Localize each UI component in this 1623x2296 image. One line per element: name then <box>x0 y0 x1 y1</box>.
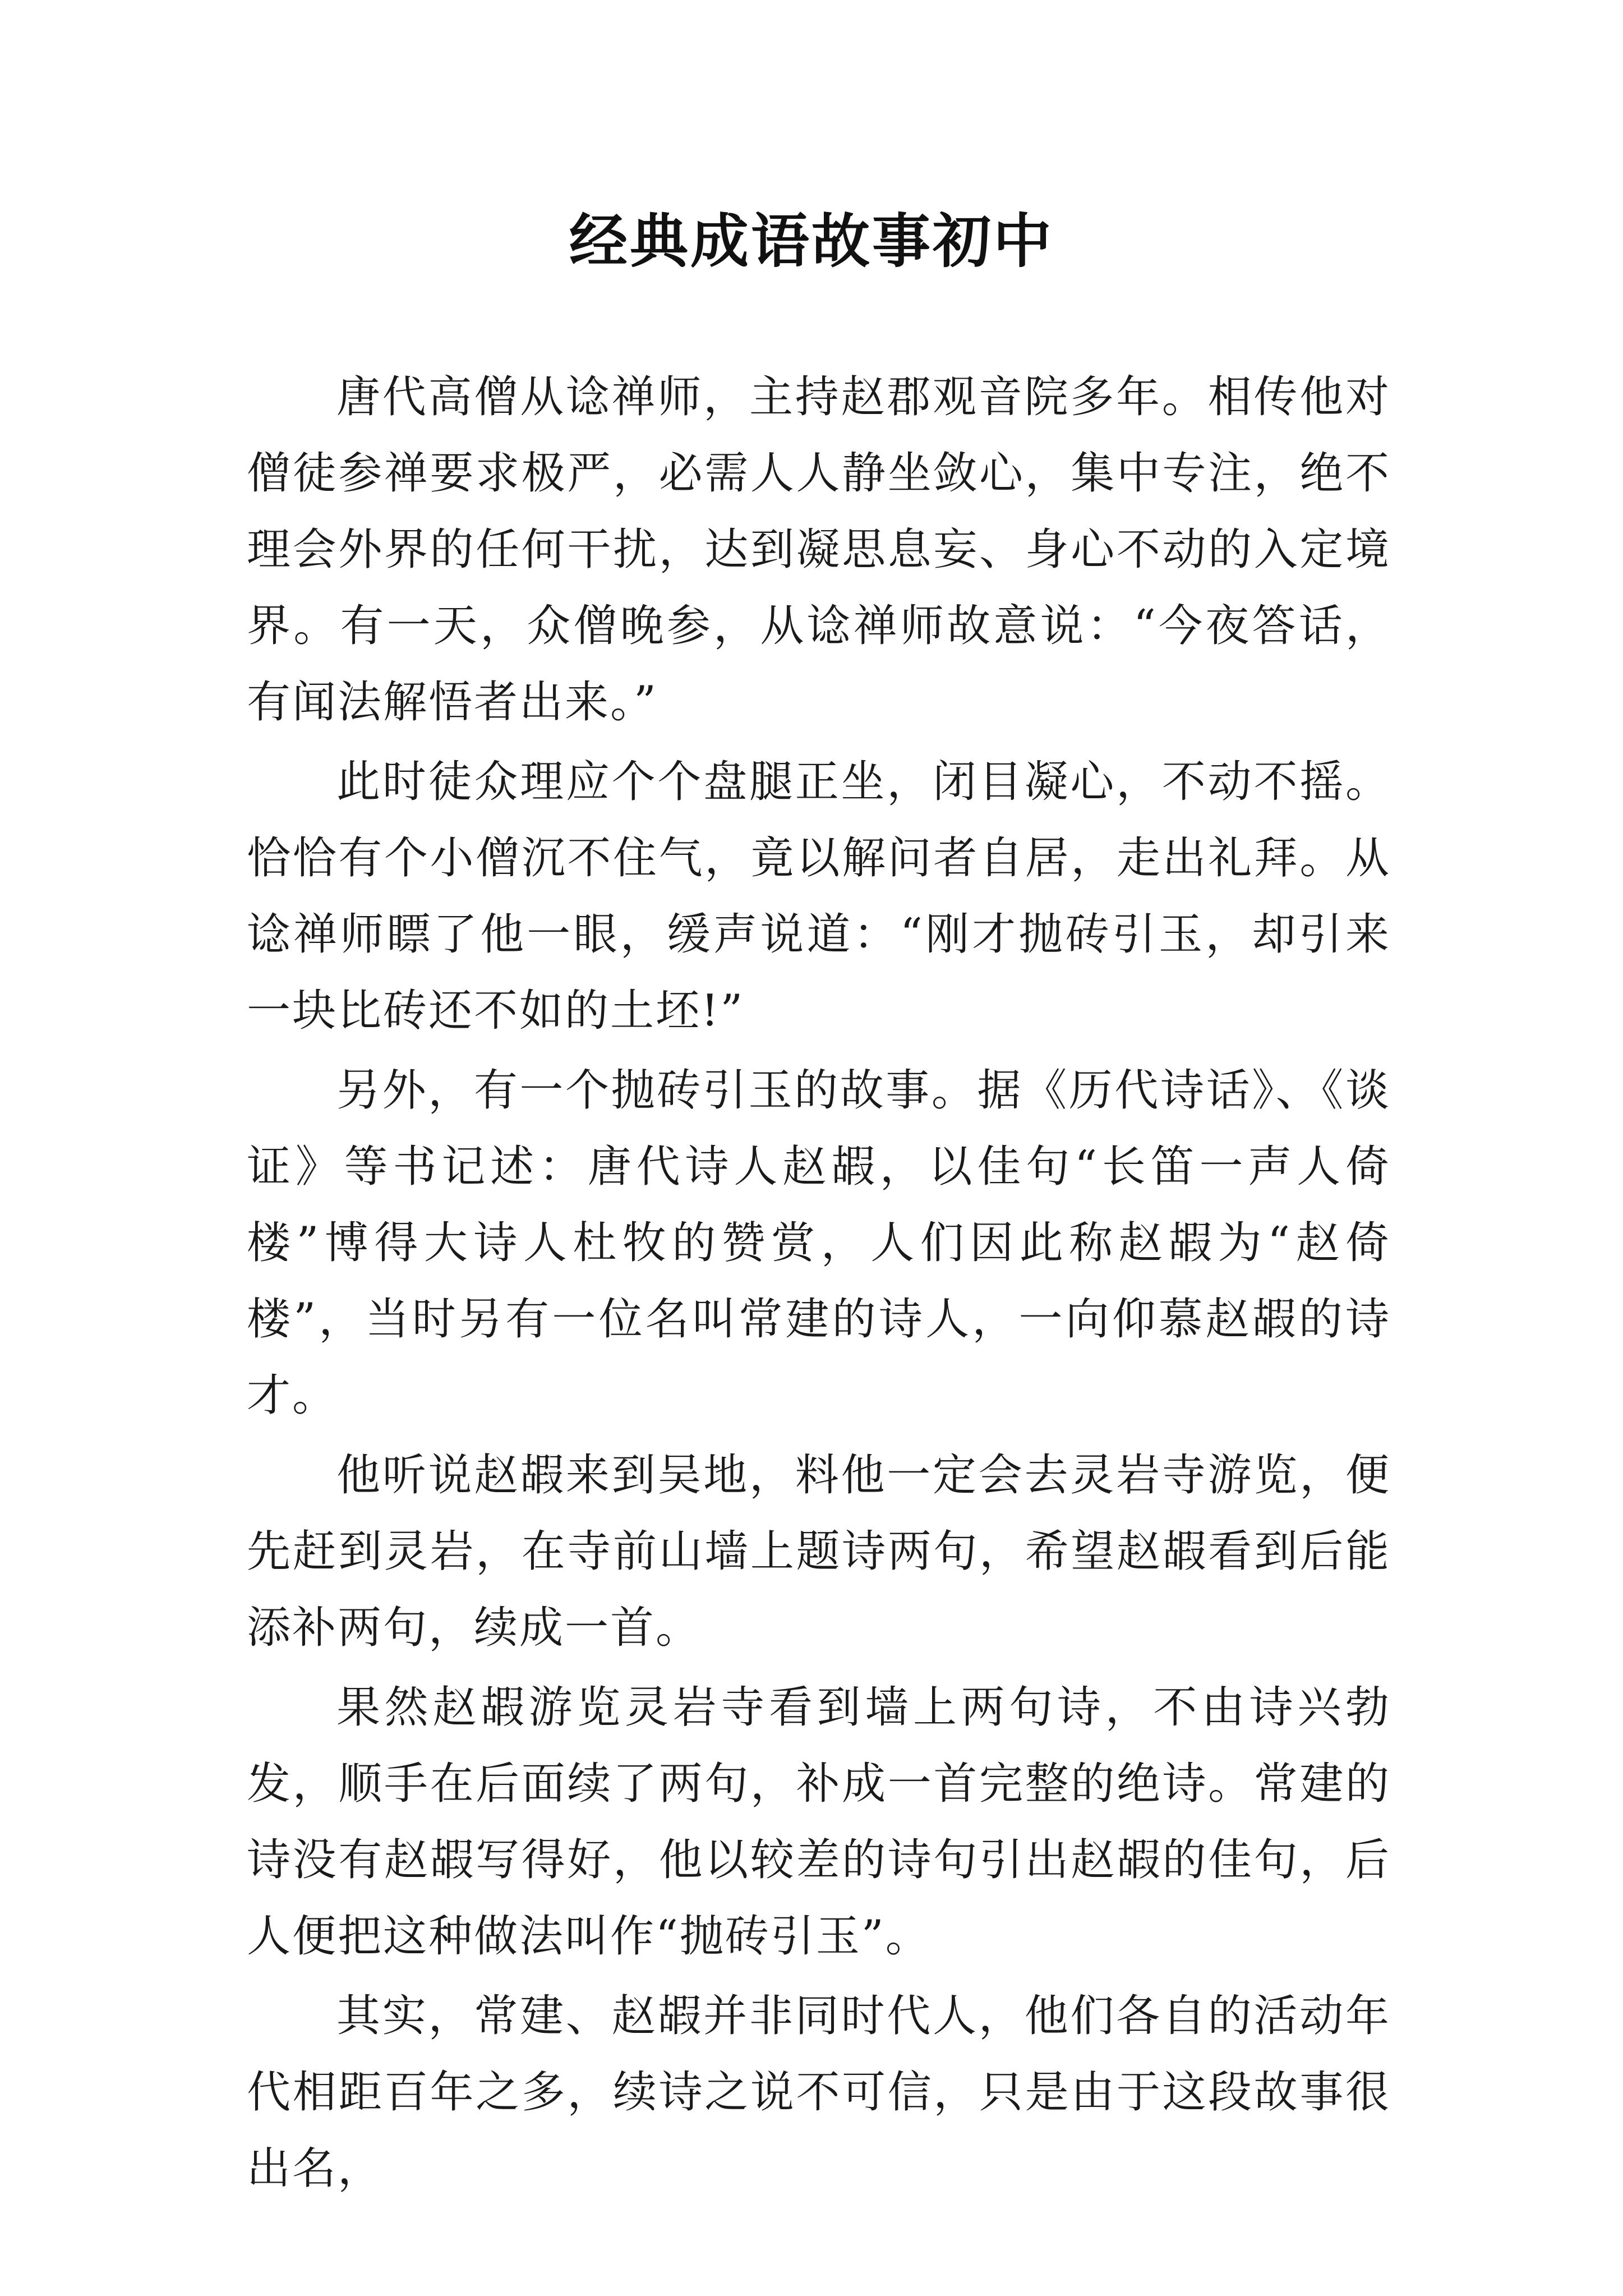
paragraph: 果然赵嘏游览灵岩寺看到墙上两句诗，不由诗兴勃发，顺手在后面续了两句，补成一首完整的绝诗。常建的诗没有赵嘏写得好，他以较差的诗句引出赵嘏的佳句，后人便把这种做法叫作“抛砖引玉”。 <box>247 1682 1391 1962</box>
paragraph: 唐代高僧从谂禅师，主持赵郡观音院多年。相传他对僧徒参禅要求极严，必需人人静坐敛心，集中专注，绝不理会外界的任何干扰，达到凝思息妄、身心不动的入定境界。有一天，众僧晚参，从谂禅师故意说：“今夜答话，有闻法解悟者出来。” <box>247 372 1391 728</box>
paragraph: 其实，常建、赵嘏并非同时代人，他们各自的活动年代相距百年之多，续诗之说不可信，只是由于这段故事很出名， <box>247 1991 1391 2194</box>
paragraph: 另外，有一个抛砖引玉的故事。据《历代诗话》、《谈证》等书记述：唐代诗人赵嘏，以佳句“长笛一声人倚楼”博得大诗人杜牧的赞赏，人们因此称赵嘏为“赵倚楼”，当时另有一位名叫常建的诗人，一向仰慕赵嘏的诗才。 <box>247 1065 1391 1421</box>
paragraph: 此时徒众理应个个盘腿正坐，闭目凝心，不动不摇。恰恰有个小僧沉不住气，竟以解问者自居，走出礼拜。从谂禅师瞟了他一眼，缓声说道：“刚才抛砖引玉，却引来一块比砖还不如的土坯!” <box>247 757 1391 1036</box>
paragraph: 他听说赵嘏来到吴地，料他一定会去灵岩寺游览，便先赶到灵岩，在寺前山墙上题诗两句，希望赵嘏看到后能添补两句，续成一首。 <box>247 1450 1391 1653</box>
page-title: 经典成语故事初中 <box>569 206 1054 275</box>
article-body <box>247 359 1391 2210</box>
